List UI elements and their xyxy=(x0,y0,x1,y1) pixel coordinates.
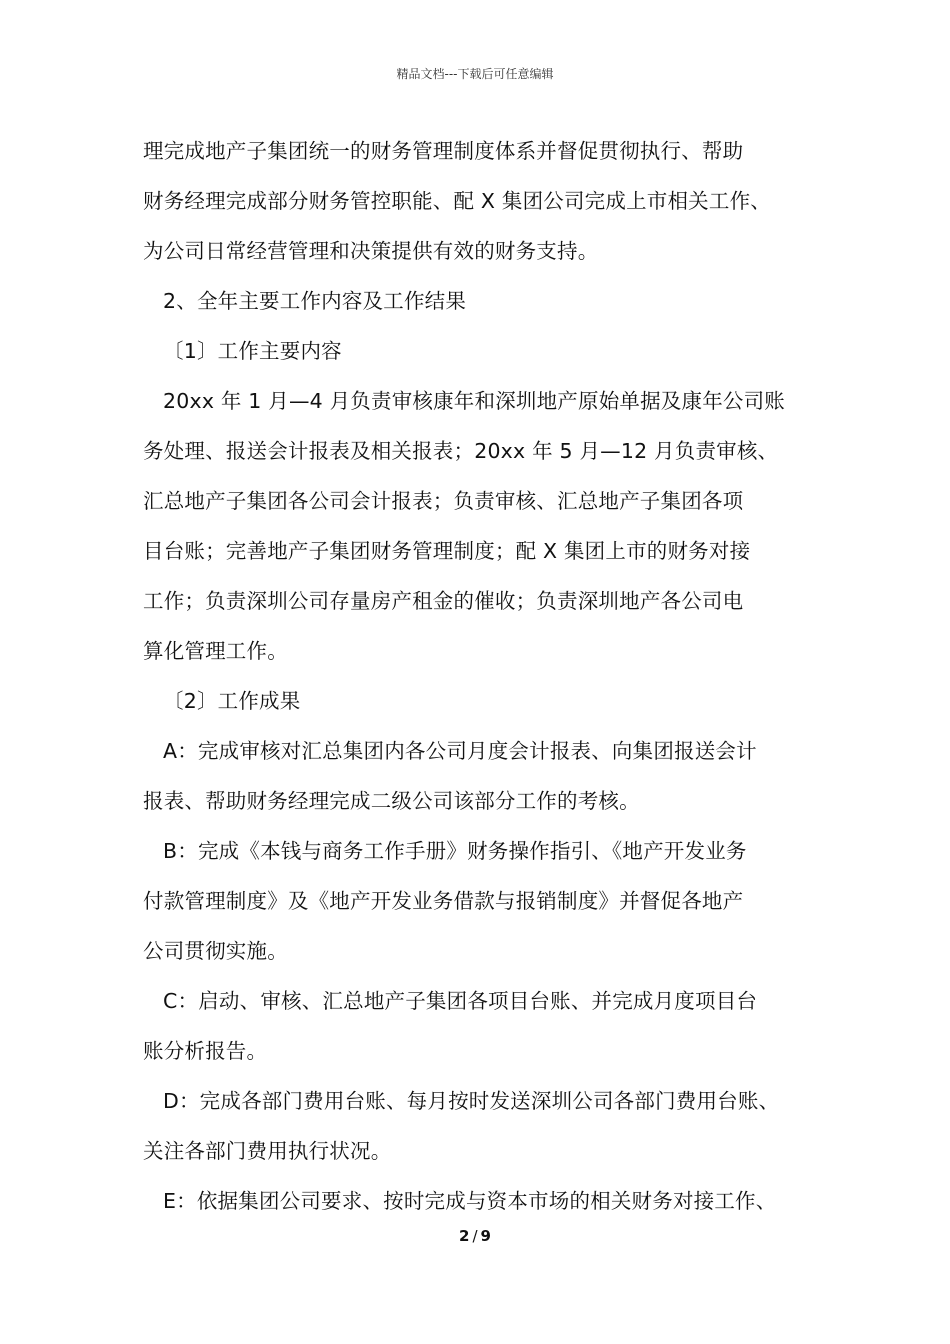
body-line-7: 务处理、报送会计报表及相关报表；20xx 年 5 月—12 月负责审核、 xyxy=(143,439,779,463)
result-item-d-cont: 关注各部门费用执行状况。 xyxy=(143,1139,392,1163)
section-heading-2: 2、全年主要工作内容及工作结果 xyxy=(163,289,467,313)
body-line-2: 财务经理完成部分财务管控职能、配 X 集团公司完成上市相关工作、 xyxy=(143,189,771,213)
result-item-b: B：完成《本钱与商务工作手册》财务操作指引、《地产开发业务 xyxy=(163,839,747,863)
body-line-11: 算化管理工作。 xyxy=(143,639,288,663)
body-line-10: 工作；负责深圳公司存量房产租金的催收；负责深圳地产各公司电 xyxy=(143,589,744,613)
page-separator: / xyxy=(472,1227,478,1245)
page-number xyxy=(0,1226,950,1246)
body-line-6: 20xx 年 1 月—4 月负责审核康年和深圳地产原始单据及康年公司账 xyxy=(163,389,785,413)
body-line-9: 目台账；完善地产子集团财务管理制度；配 X 集团上市的财务对接 xyxy=(143,539,751,563)
subheading-work-results: 〔2〕工作成果 xyxy=(163,689,301,713)
result-item-c-cont: 账分析报告。 xyxy=(143,1039,268,1063)
result-item-e: E：依据集团公司要求、按时完成与资本市场的相关财务对接工作、 xyxy=(163,1189,777,1213)
result-item-c: C：启动、审核、汇总地产子集团各项目台账、并完成月度项目台 xyxy=(163,989,758,1013)
result-item-b-cont-1: 付款管理制度》及《地产开发业务借款与报销制度》并督促各地产 xyxy=(143,889,744,913)
current-page-number: 2 xyxy=(459,1227,470,1245)
page-header: 精品文档---下载后可任意编辑 xyxy=(396,67,554,81)
document-body xyxy=(143,126,813,1226)
total-pages-number: 9 xyxy=(480,1227,491,1245)
result-item-a: A：完成审核对汇总集团内各公司月度会计报表、向集团报送会计 xyxy=(163,739,757,763)
body-line-8: 汇总地产子集团各公司会计报表；负责审核、汇总地产子集团各项 xyxy=(143,489,744,513)
body-line-1: 理完成地产子集团统一的财务管理制度体系并督促贯彻执行、帮助 xyxy=(143,139,744,163)
result-item-a-cont: 报表、帮助财务经理完成二级公司该部分工作的考核。 xyxy=(143,789,640,813)
body-line-3: 为公司日常经营管理和决策提供有效的财务支持。 xyxy=(143,239,599,263)
result-item-d: D：完成各部门费用台账、每月按时发送深圳公司各部门费用台账、 xyxy=(163,1089,780,1113)
subheading-work-content: 〔1〕工作主要内容 xyxy=(163,339,342,363)
result-item-b-cont-2: 公司贯彻实施。 xyxy=(143,939,288,963)
